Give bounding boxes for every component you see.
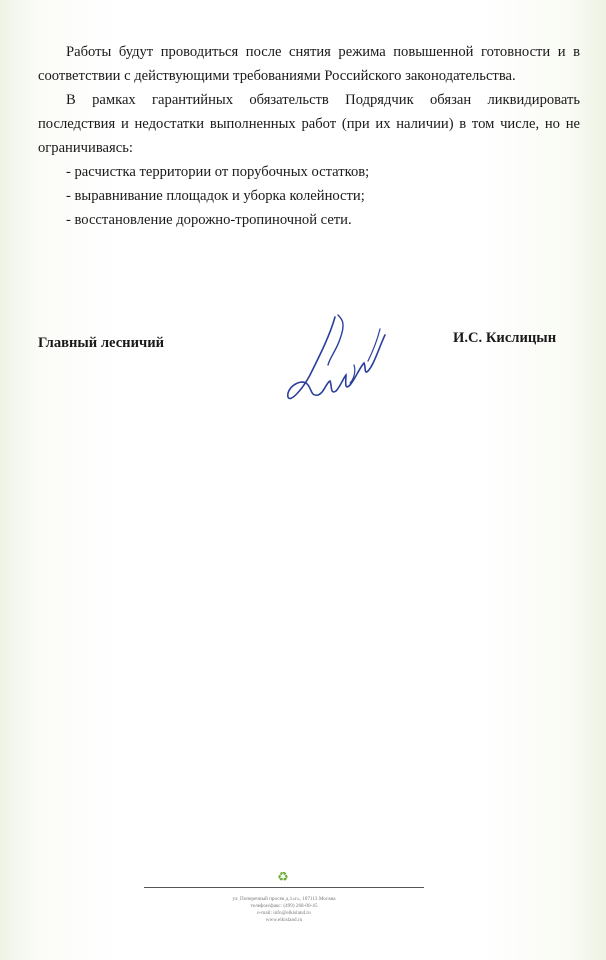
paragraph-warranty: В рамках гарантийных обязательств Подрядчик обязан ликвидировать последствия и недостатки выполненных работ (при их наличии) в том числе, но не ограничиваясь: — [38, 92, 580, 156]
footer-website: www.elkisland.ru — [265, 917, 303, 923]
signatory-name: И.С. Кислицын — [453, 330, 557, 346]
handwritten-signature — [280, 305, 390, 415]
list-item: - расчистка территории от порубочных остатков; — [66, 164, 370, 180]
warranty-list — [38, 160, 580, 232]
footer-divider — [144, 887, 424, 888]
recycle-icon: ♻ — [277, 870, 289, 885]
list-item: - выравнивание площадок и уборка колейности; — [66, 188, 365, 204]
footer-contacts — [144, 896, 424, 924]
signatory-title: Главный лесничий — [38, 335, 165, 351]
paragraph-works-schedule: Работы будут проводиться после снятия режима повышенной готовности и в соответствии с действующими требованиями Российского законодательства. — [38, 44, 580, 84]
list-item: - восстановление дорожно-тропиночной сети. — [66, 212, 352, 228]
footer-phone: телефон/факс: (499) 268-00-45 — [250, 903, 318, 909]
footer-email: e-mail: info@elkisland.ru — [257, 910, 311, 916]
footer-address: ул. Поперечный просек д.1«г», 107113 Москва — [232, 896, 336, 902]
document-body — [38, 40, 580, 232]
